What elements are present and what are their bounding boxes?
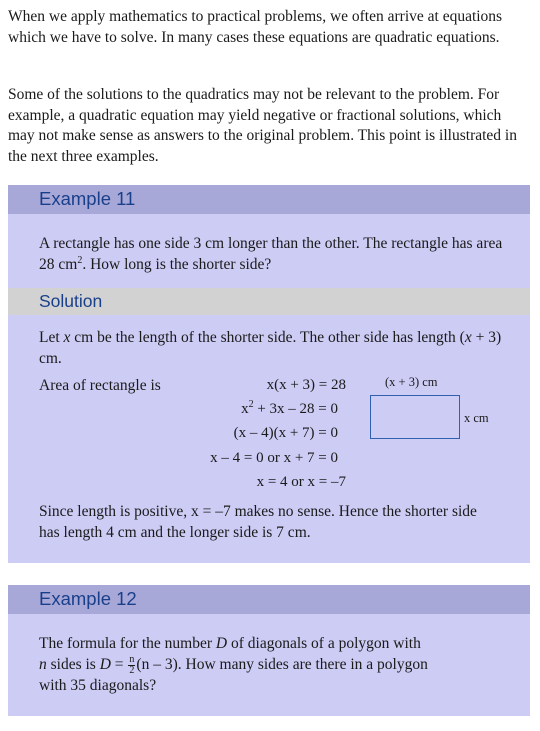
solution-title: Solution (39, 291, 103, 311)
equation-5: x = 4 or x = –7 (256, 474, 346, 490)
fraction-n-over-2: $\frac{n}{2}$ (129, 653, 135, 676)
equation-1: x(x + 3) = 28 (266, 377, 346, 393)
example-12-header (8, 585, 530, 614)
area-label: Area of rectangle is (39, 377, 161, 394)
rectangle-side-label: x cm (464, 411, 489, 425)
example-11-box (8, 185, 530, 563)
rectangle-top-label: (x + 3) cm (385, 375, 438, 389)
solution-header (8, 288, 530, 315)
solution-intro: Let x cm be the length of the shorter side. The other side has length (x + 3) cm. (39, 329, 502, 367)
example-11-title: Example 11 (39, 188, 136, 209)
example-12-title: Example 12 (39, 588, 137, 609)
example-11-problem: A rectangle has one side 3 cm longer than the other. The rectangle has area 28 $cm^2$. How long is the shorter side? (39, 235, 503, 273)
example-11-header (8, 185, 530, 214)
equation-4: x – 4 = 0 or x + 7 = 0 (210, 450, 338, 466)
equation-3: (x – 4)(x + 7) = 0 (233, 425, 338, 441)
equation-2: $x^2 + 3x - 28 = 0$ (241, 399, 338, 417)
example-12-box (8, 585, 530, 716)
solution-conclusion: Since length is positive, x = –7 makes no sense. Hence the shorter side has length 4 cm and the longer side is 7 cm. (39, 503, 477, 541)
intro-paragraph-1: When we apply mathematics to practical problems, we often arrive at equations which we have to solve. In many cases these equations are quadratic equations. (8, 8, 503, 46)
intro-paragraph-2: Some of the solutions to the quadratics may not be relevant to the problem. For example, a quadratic equation may yield negative or fractional solutions, which may not make sense as answers to the original problem. This point is illustrated in the next three examples. (8, 86, 517, 165)
rectangle-diagram (370, 395, 460, 439)
example-12-problem: The formula for the number D of diagonals of a polygon with n sides is D = $\frac{n}{2}$ (n – 3). How many sides are there in a polygon with 35 diagonals? (39, 635, 428, 694)
